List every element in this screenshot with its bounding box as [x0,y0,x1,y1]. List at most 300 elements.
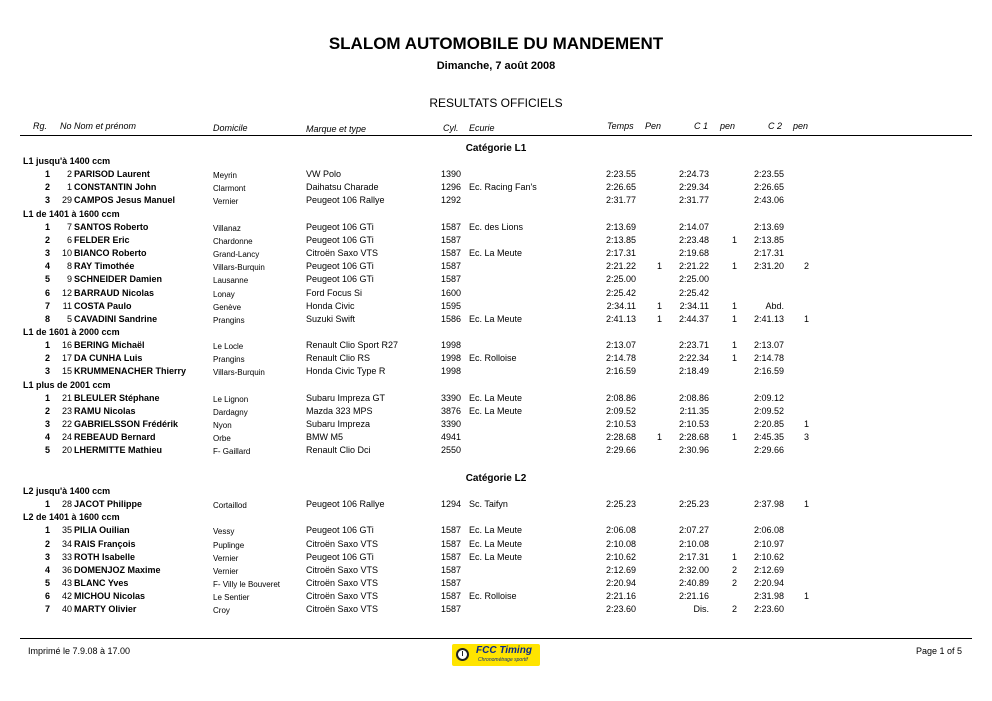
number: 20 [61,445,72,456]
run1-time: 2:08.86 [678,392,709,403]
driver-name: RAY Timothée [74,261,135,272]
driver-name: GABRIELSSON Frédérik [74,419,179,429]
rank: 6 [44,591,50,602]
rank: 3 [44,551,50,562]
table-row [0,539,992,552]
rank: 6 [44,287,50,298]
run2-time: 2:23.55 [753,169,784,180]
car-model: Peugeot 106 GTi [306,274,374,285]
header-divider [20,135,972,136]
number: 22 [61,419,72,429]
car-model: Peugeot 106 GTi [306,551,374,562]
best-time: 2:28.68 [605,432,636,443]
car-model: Citroën Saxo VTS [306,604,379,615]
driver-name: RAMU Nicolas [74,405,136,416]
number: 16 [61,340,72,351]
table-row [0,288,992,301]
team: Ec. La Meute [469,313,523,324]
table-row [0,419,992,432]
number: 40 [61,604,72,615]
domicile: Puplinge [213,540,245,550]
driver-name: BERING Michaël [74,340,145,351]
rank: 1 [44,169,50,180]
run2-time: 2:20.85 [753,419,784,429]
rank: 4 [44,261,50,272]
run1-penalty: 1 [731,340,737,351]
header-ecurie: Ecurie [469,123,495,133]
team: Ec. Rolloise [469,591,517,602]
run1-time: 2:23.71 [678,340,709,351]
run1-penalty: 2 [731,604,737,615]
number: 43 [61,578,72,589]
rank: 8 [44,313,50,324]
run1-penalty: 1 [731,353,737,364]
table-row [0,301,992,314]
run2-time: 2:06.08 [753,525,784,536]
run2-time: 2:10.62 [753,551,784,562]
run2-time: 2:23.60 [753,604,784,615]
run2-penalty: 1 [803,313,809,324]
driver-name: LHERMITTE Mathieu [74,445,162,456]
domicile: F- Villy le Bouveret [213,580,280,590]
rank: 5 [44,578,50,589]
best-time: 2:08.86 [605,392,636,403]
domicile: Le Lignon [213,394,249,404]
cylinder: 1587 [440,248,461,259]
car-model: Peugeot 106 GTi [306,261,374,272]
run2-penalty: 1 [803,419,809,429]
car-model: Peugeot 106 Rallye [306,499,385,510]
domicile: Villanaz [213,223,241,233]
domicile: Clarmont [213,184,246,194]
car-model: Renault Clio RS [306,353,371,364]
number: 11 [62,300,72,311]
team: Sc. Taifyn [469,499,508,510]
table-row [0,261,992,274]
car-model: Subaru Impreza GT [306,392,386,403]
run1-time: 2:10.53 [678,419,709,429]
domicile: Prangins [213,355,245,365]
table-row [0,578,992,591]
rank: 2 [44,538,50,549]
penalty: 1 [656,432,662,443]
rank: 4 [44,432,50,443]
cylinder: 1587 [440,551,461,562]
table-row [0,222,992,235]
run2-time: 2:31.98 [753,591,784,602]
car-model: Peugeot 106 Rallye [306,195,385,206]
number: 12 [61,287,72,298]
driver-name: BLEULER Stéphane [74,392,160,403]
cylinder: 1587 [440,538,461,549]
run1-time: 2:25.00 [678,274,709,285]
run2-time: 2:29.66 [753,445,784,456]
run1-time: 2:23.48 [678,234,709,245]
best-time: 2:16.59 [605,366,636,377]
run2-time: Abd. [765,300,784,311]
rank: 2 [44,353,50,364]
number: 2 [66,169,72,180]
driver-name: BARRAUD Nicolas [74,287,155,298]
rank: 3 [44,195,50,206]
car-model: Suzuki Swift [306,313,356,324]
best-time: 2:10.53 [605,419,636,429]
header-domicile: Domicile [213,123,248,133]
run1-time: 2:17.31 [678,551,709,562]
cylinder: 1587 [440,274,461,285]
domicile: Villars-Burquin [213,368,265,378]
best-time: 2:21.16 [605,591,636,602]
domicile: Vessy [213,527,235,537]
number: 1 [66,182,72,193]
run2-time: 2:17.31 [753,248,784,259]
run2-time: 2:41.13 [753,313,784,324]
cylinder: 1390 [440,169,461,180]
run2-time: 2:13.07 [753,340,784,351]
domicile: Prangins [213,315,245,325]
penalty: 1 [656,261,662,272]
team: Ec. La Meute [469,392,523,403]
domicile: Vernier [213,566,239,576]
run1-penalty: 1 [731,551,737,562]
best-time: 2:23.55 [605,169,636,180]
number: 21 [61,392,72,403]
team: Ec. La Meute [469,538,523,549]
cylinder: 1998 [440,340,461,351]
penalty: 1 [656,313,662,324]
page-number: Page 1 of 5 [915,646,962,656]
best-time: 2:12.69 [605,564,636,575]
class-heading: L2 jusqu'à 1400 ccm [23,486,111,496]
run2-time: 2:13.69 [753,221,784,232]
table-row [0,169,992,182]
cylinder: 1587 [440,564,461,575]
run2-time: 2:09.12 [753,392,784,403]
domicile: Le Locle [213,342,244,352]
header-pen1: pen [720,121,736,131]
cylinder: 1595 [440,300,461,311]
driver-name: CONSTANTIN John [74,182,157,193]
number: 42 [61,591,72,602]
team: Ec. des Lions [469,221,524,232]
run1-time: 2:40.89 [678,578,709,589]
number: 9 [66,274,72,285]
domicile: F- Gaillard [213,447,251,457]
number: 17 [61,353,72,364]
rank: 2 [44,405,50,416]
run1-penalty: 1 [731,234,737,245]
cylinder: 4941 [440,432,461,443]
cylinder: 1587 [440,261,461,272]
cylinder: 1587 [440,525,461,536]
run1-time: 2:11.35 [679,405,709,416]
rank: 2 [44,234,50,245]
run1-time: 2:19.68 [678,248,709,259]
driver-name: JACOT Philippe [74,499,143,510]
domicile: Meyrin [213,171,238,181]
best-time: 2:23.60 [605,604,636,615]
driver-name: KRUMMENACHER Thierry [74,366,187,377]
domicile: Genève [213,302,242,312]
team: Ec. La Meute [469,551,523,562]
table-row [0,235,992,248]
number: 6 [66,234,72,245]
number: 23 [61,405,72,416]
team: Ec. Racing Fan's [469,182,537,193]
rank: 5 [44,274,50,285]
results-label: RESULTATS OFFICIELS [429,96,563,110]
best-time: 2:10.62 [605,551,636,562]
car-model: Citroën Saxo VTS [306,538,379,549]
driver-name: MICHOU Nicolas [74,591,146,602]
car-model: Subaru Impreza [306,419,371,429]
driver-name: CAMPOS Jesus Manuel [74,195,176,206]
table-row [0,274,992,287]
best-time: 2:06.08 [605,525,636,536]
rank: 3 [44,248,50,259]
driver-name: DA CUNHA Luis [74,353,143,364]
car-model: Citroën Saxo VTS [306,564,379,575]
table-row [0,565,992,578]
number: 36 [61,564,72,575]
run2-time: 2:12.69 [753,564,784,575]
run1-time: 2:14.07 [678,221,709,232]
car-model: Renault Clio Sport R27 [306,340,399,351]
table-row [0,406,992,419]
car-model: Peugeot 106 GTi [306,525,374,536]
class-heading: L1 plus de 2001 ccm [23,379,111,390]
number: 7 [66,221,72,232]
rank: 1 [44,525,50,536]
table-row [0,393,992,406]
driver-name: BIANCO Roberto [74,248,147,259]
best-time: 2:13.07 [605,340,636,351]
run2-penalty: 1 [803,591,809,602]
domicile: Croy [213,606,230,616]
run1-time: 2:44.37 [678,313,709,324]
number: 15 [61,366,72,377]
header-pen: Pen [645,121,662,131]
number: 24 [61,432,72,443]
cylinder: 1587 [440,591,461,602]
rank: 2 [44,182,50,193]
number: 8 [66,261,72,272]
domicile: Cortaillod [213,501,247,511]
number: 34 [61,538,72,549]
cylinder: 1998 [440,353,461,364]
class-heading: L1 de 1401 à 1600 ccm [23,208,120,219]
run2-penalty: 2 [803,261,809,272]
number: 5 [66,313,72,324]
best-time: 2:26.65 [605,182,636,193]
run2-time: 2:09.52 [753,405,784,416]
domicile: Vernier [213,197,239,207]
category-heading: Catégorie L2 [465,473,527,484]
run1-penalty: 1 [731,313,737,324]
rank: 7 [44,604,50,615]
domicile: Grand-Lancy [213,250,260,260]
driver-name: SCHNEIDER Damien [74,274,163,285]
header-temps: Temps [607,121,634,131]
header-marque: Marque et type [306,124,367,134]
run1-penalty: 1 [731,432,737,443]
table-row [0,604,992,617]
rank: 5 [44,445,50,456]
driver-name: ROTH Isabelle [74,551,136,562]
cylinder: 1586 [440,313,461,324]
run2-time: 2:20.94 [753,578,784,589]
car-model: Ford Focus Si [306,287,363,298]
run1-time: 2:21.22 [678,261,709,272]
cylinder: 1587 [440,234,461,245]
domicile: Vernier [213,553,239,563]
run1-time: 2:34.11 [679,300,709,311]
best-time: 2:14.78 [605,353,636,364]
car-model: Citroën Saxo VTS [306,578,379,589]
rank: 3 [44,366,50,377]
number: 29 [61,195,72,206]
header-c1: C 1 [694,121,709,131]
cylinder: 3876 [440,405,461,416]
best-time: 2:10.08 [605,538,636,549]
run1-time: 2:07.27 [678,525,709,536]
cylinder: 3390 [440,392,461,403]
domicile: Dardagny [213,407,248,417]
car-model: Peugeot 106 GTi [306,221,374,232]
car-model: BMW M5 [306,432,343,443]
logo-text: FCC Timing [476,645,532,656]
logo-subtext: Chronométrage sportif [478,657,528,663]
domicile: Villars-Burquin [213,263,265,273]
cylinder: 1587 [440,604,461,615]
car-model: Citroën Saxo VTS [306,591,379,602]
cylinder: 1587 [440,578,461,589]
run1-penalty: 2 [731,564,737,575]
run1-penalty: 1 [731,261,737,272]
number: 33 [61,551,72,562]
class-heading: L1 jusqu'à 1400 ccm [23,156,111,166]
cylinder: 1600 [440,287,461,298]
run1-time: 2:31.77 [678,195,709,206]
best-time: 2:13.69 [605,221,636,232]
car-model: VW Polo [306,169,342,180]
stopwatch-icon [456,648,469,661]
table-row [0,366,992,379]
run1-time: 2:29.34 [678,182,709,193]
driver-name: FELDER Eric [74,234,130,245]
team: Ec. La Meute [469,405,523,416]
best-time: 2:09.52 [605,405,636,416]
team: Ec. Rolloise [469,353,517,364]
run2-time: 2:16.59 [753,366,784,377]
domicile: Chardonne [213,236,253,246]
driver-name: SANTOS Roberto [74,221,149,232]
driver-name: COSTA Paulo [74,300,132,311]
fcc-timing-logo [452,644,540,666]
driver-name: MARTY Olivier [74,604,137,615]
document-title: SLALOM AUTOMOBILE DU MANDEMENT [328,34,664,53]
run2-penalty: 3 [803,432,809,443]
cylinder: 1296 [440,182,461,193]
cylinder: 3390 [440,419,461,429]
run1-time: 2:21.16 [678,591,709,602]
driver-name: REBEAUD Bernard [74,432,156,443]
best-time: 2:25.23 [605,499,636,510]
run1-time: 2:25.42 [678,287,709,298]
number: 10 [61,248,72,259]
run2-time: 2:43.06 [753,195,784,206]
rank: 1 [44,340,50,351]
run1-time: 2:30.96 [678,445,709,456]
run1-time: Dis. [693,604,709,615]
table-row [0,314,992,327]
best-time: 2:41.13 [605,313,636,324]
run2-time: 2:45.35 [753,432,784,443]
rank: 1 [44,392,50,403]
penalty: 1 [656,300,662,311]
run1-time: 2:28.68 [678,432,709,443]
cylinder: 1998 [440,366,461,377]
table-row [0,353,992,366]
rank: 3 [44,419,50,429]
table-row [0,248,992,261]
car-model: Daihatsu Charade [306,182,379,193]
best-time: 2:13.85 [605,234,636,245]
cylinder: 1294 [440,499,461,510]
driver-name: BLANC Yves [74,578,129,589]
domicile: Nyon [213,421,232,430]
header-rg: Rg. [33,121,48,131]
header-no-nom: No Nom et prénom [60,121,137,131]
table-row [0,340,992,353]
run1-time: 2:24.73 [678,169,709,180]
run1-time: 2:22.34 [678,353,709,364]
domicile: Le Sentier [213,593,250,603]
number: 28 [61,499,72,510]
best-time: 2:25.00 [605,274,636,285]
run2-time: 2:14.78 [753,353,784,364]
run2-time: 2:31.20 [753,261,784,272]
run1-time: 2:25.23 [678,499,709,510]
run2-time: 2:37.98 [753,499,784,510]
domicile: Lausanne [213,276,249,286]
table-row [0,552,992,565]
header-c2: C 2 [768,121,783,131]
category-heading: Catégorie L1 [465,143,527,154]
table-row [0,432,992,445]
driver-name: CAVADINI Sandrine [74,313,158,324]
run1-time: 2:10.08 [678,538,709,549]
run1-penalty: 1 [731,300,737,311]
footer-divider [20,638,972,639]
rank: 7 [44,300,50,311]
run2-time: 2:10.97 [753,538,784,549]
table-row [0,525,992,538]
best-time: 2:25.42 [605,287,636,298]
rank: 1 [44,221,50,232]
cylinder: 1292 [440,195,461,206]
cylinder: 1587 [440,221,461,232]
run1-time: 2:32.00 [678,564,709,575]
car-model: Honda Civic [306,300,355,311]
domicile: Orbe [213,434,231,444]
run1-time: 2:18.49 [678,366,709,377]
domicile: Lonay [213,289,235,299]
run1-penalty: 2 [731,578,737,589]
car-model: Renault Clio Dci [306,445,371,456]
header-cyl: Cyl. [443,123,459,133]
driver-name: RAIS François [74,538,136,549]
